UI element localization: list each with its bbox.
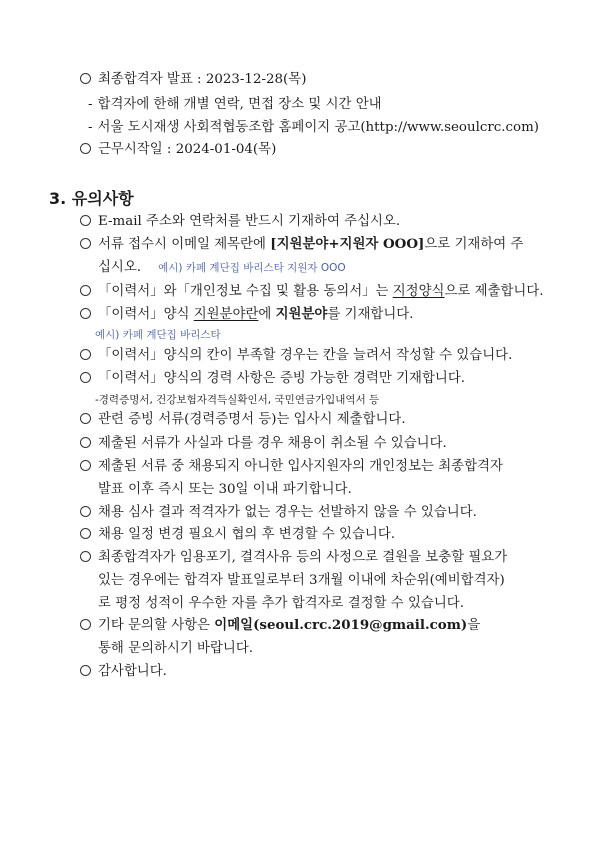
circle-bullet-icon bbox=[80, 308, 91, 319]
note-subject-cont: 십시오. 예시) 카페 계단집 바리스타 지원자 OOO bbox=[98, 260, 346, 275]
note-field: 「이력서」양식 지원분야란에 지원분야를 기재합니다. bbox=[80, 306, 413, 323]
note-reserve-cont2: 로 평정 성적이 우수한 자를 추가 합격자로 결정할 수 있습니다. bbox=[98, 596, 464, 611]
circle-bullet-icon bbox=[80, 528, 91, 539]
note-field-example bbox=[95, 326, 221, 344]
announce-sub-homepage: - 서울 도시재생 사회적협동조합 홈페이지 공고(http://www.seoulcrc.com) bbox=[88, 120, 540, 135]
circle-bullet-icon bbox=[80, 73, 91, 84]
circle-bullet-icon bbox=[80, 215, 91, 226]
note-resume-space: 「이력서」양식의 칸이 부족할 경우는 칸을 늘려서 작성할 수 있습니다. bbox=[80, 347, 512, 364]
note-false-docs: 제출된 서류가 사실과 다를 경우 채용이 취소될 수 있습니다. bbox=[80, 435, 447, 452]
note-schedule: 채용 일정 변경 필요시 협의 후 변경할 수 있습니다. bbox=[80, 526, 395, 543]
note-subject: 서류 접수시 이메일 제목란에 [지원분야+지원자 OOO]으로 기재하여 주 bbox=[80, 236, 523, 253]
circle-bullet-icon bbox=[80, 285, 91, 296]
circle-bullet-icon bbox=[80, 349, 91, 360]
circle-bullet-icon bbox=[80, 506, 91, 517]
note-privacy: 제출된 서류 중 채용되지 아니한 입사지원자의 개인정보는 최종합격자 bbox=[80, 458, 503, 475]
note-no-eligible: 채용 심사 결과 적격자가 없는 경우는 선발하지 않을 수 있습니다. bbox=[80, 504, 477, 521]
circle-bullet-icon bbox=[80, 460, 91, 471]
inquiry-email: 이메일(seoul.crc.2019@gmail.com) bbox=[214, 617, 468, 633]
note-career-sub: -경력증명서, 건강보험자격득실확인서, 국민연금가입내역서 등 bbox=[95, 394, 380, 406]
section-heading: 3. 유의사항 bbox=[49, 189, 134, 208]
circle-bullet-icon bbox=[80, 437, 91, 448]
circle-bullet-icon bbox=[80, 143, 91, 154]
note-evidence: 관련 증빙 서류(경력증명서 등)는 입사시 제출합니다. bbox=[80, 411, 406, 428]
note-forms: 「이력서」와「개인정보 수집 및 활용 동의서」는 지정양식으로 제출합니다. bbox=[80, 283, 544, 300]
example-text: 예시) 카페 계단집 바리스타 지원자 OOO bbox=[158, 262, 346, 274]
circle-bullet-icon bbox=[80, 372, 91, 383]
note-email: E-mail 주소와 연락처를 반드시 기재하여 주십시오. bbox=[80, 213, 400, 230]
note-career: 「이력서」양식의 경력 사항은 증빙 가능한 경력만 기재합니다. bbox=[80, 370, 465, 387]
circle-bullet-icon bbox=[80, 551, 91, 562]
note-inquiry: 기타 문의할 사항은 이메일(seoul.crc.2019@gmail.com)을 bbox=[80, 617, 480, 634]
circle-bullet-icon bbox=[80, 238, 91, 249]
circle-bullet-icon bbox=[80, 619, 91, 630]
note-reserve: 최종합격자가 임용포기, 결격사유 등의 사정으로 결원을 보충할 필요가 bbox=[80, 549, 507, 566]
announce-sub-contact: - 합격자에 한해 개별 연락, 면접 장소 및 시간 안내 bbox=[88, 97, 382, 112]
note-thanks: 감사합니다. bbox=[80, 663, 167, 680]
final-announce-line: 최종합격자 발표 : 2023-12-28(목) bbox=[80, 71, 306, 88]
note-inquiry-cont: 통해 문의하시기 바랍니다. bbox=[98, 641, 254, 656]
note-reserve-cont1: 있는 경우에는 합격자 발표일로부터 3개월 이내에 차순위(예비합격자) bbox=[98, 573, 505, 588]
note-privacy-cont: 발표 이후 즉시 또는 30일 이내 파기합니다. bbox=[98, 482, 352, 497]
circle-bullet-icon bbox=[80, 413, 91, 424]
start-date-line: 근무시작일 : 2024-01-04(목) bbox=[80, 141, 276, 158]
example-text: 예시) 카페 계단집 바리스타 bbox=[95, 329, 221, 341]
circle-bullet-icon bbox=[80, 665, 91, 676]
